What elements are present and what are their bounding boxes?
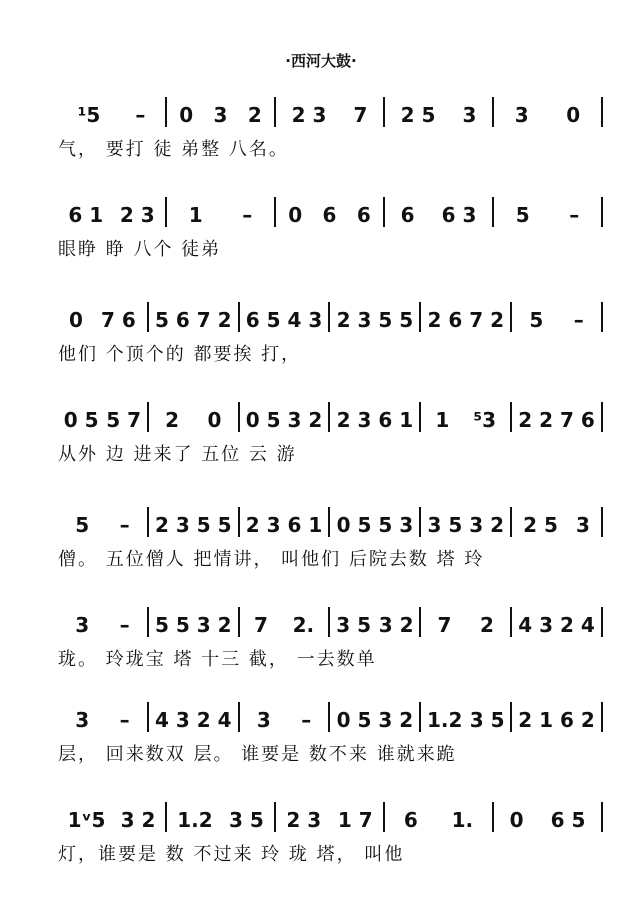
measure [385, 808, 492, 832]
note-group: 4 3 2 4 [518, 613, 595, 637]
note-group: 3 5 [229, 808, 264, 832]
measure [276, 103, 383, 127]
note-group: – [135, 103, 146, 127]
bar-line [601, 702, 603, 732]
music-system [0, 300, 642, 390]
measure [494, 203, 601, 227]
measure [385, 203, 492, 227]
music-system [0, 605, 642, 695]
note-group: 7 [437, 613, 452, 637]
measure [276, 203, 383, 227]
note-group: 0 [179, 103, 194, 127]
notation-line [58, 300, 603, 332]
measure [58, 808, 165, 832]
note-group: 1 [435, 408, 450, 432]
note-group: 3 [514, 103, 529, 127]
measure [330, 513, 419, 537]
measure [276, 808, 383, 832]
notation-line [58, 605, 603, 637]
measure [167, 203, 274, 227]
bar-line [601, 197, 603, 227]
measure [494, 808, 601, 832]
bar-line [601, 402, 603, 432]
note-group: 3 5 3 2 [427, 513, 504, 537]
note-group: 0 5 [63, 408, 99, 432]
note-group: 5 [515, 203, 530, 227]
measure [58, 613, 147, 637]
measure [149, 613, 238, 637]
note-group: 2 3 5 5 [154, 513, 232, 537]
note-group: 6 [356, 203, 371, 227]
note-group: 5 6 7 2 [154, 308, 232, 332]
note-group: 3 5 [336, 613, 372, 637]
measure [58, 103, 165, 127]
note-group: 2 [247, 103, 262, 127]
note-group: 1.2 [177, 808, 213, 832]
song-title: ·西河大鼓· [285, 52, 357, 70]
note-group: 6 5 [550, 808, 586, 832]
note-group: 6 5 4 3 [245, 308, 323, 332]
lyrics-line: 层， 回来数双 层。 谁要是 数不来 谁就来跪 [58, 744, 457, 765]
note-group: 5 5 3 2 [154, 613, 232, 637]
measure [494, 103, 601, 127]
measure [58, 513, 147, 537]
note-group: 1. [451, 808, 474, 832]
lyrics-line: 珑。 玲珑宝 塔 十三 截， 一去数单 [58, 649, 377, 670]
note-group: 5 [529, 308, 544, 332]
bar-line [601, 802, 603, 832]
note-group: 0 [207, 408, 222, 432]
note-group: 2 3 6 1 [245, 513, 323, 537]
bar-line [601, 97, 603, 127]
measure [421, 708, 510, 732]
note-group: 0 5 3 2 [336, 708, 414, 732]
note-group: 3 [576, 513, 590, 537]
note-group: 2. [292, 613, 315, 637]
note-group: 3 [213, 103, 228, 127]
note-group: 1 7 [337, 808, 373, 832]
measure [330, 613, 419, 637]
note-group: 6 [322, 203, 337, 227]
measure [58, 708, 147, 732]
measure [330, 708, 419, 732]
lyrics-line: 灯，谁要是 数 不过来 玲 珑 塔， 叫他 [58, 844, 405, 865]
note-group: 5 7 [106, 408, 141, 432]
note-group: 2 3 [119, 203, 155, 227]
measure [149, 513, 238, 537]
measure [421, 613, 510, 637]
note-group: 3 [75, 708, 90, 732]
measure [58, 203, 165, 227]
measure [58, 408, 147, 432]
music-system [0, 800, 642, 890]
measure [330, 408, 419, 432]
measure [240, 308, 329, 332]
lyrics-line: 眼睁 睁 八个 徒弟 [58, 239, 222, 260]
measure [240, 708, 329, 732]
note-group: 2 2 7 6 [518, 408, 595, 432]
notation-line [58, 800, 603, 832]
note-group: 2 [165, 408, 179, 432]
measure [421, 308, 510, 332]
note-group: – [573, 308, 584, 332]
note-group: 3 2 [378, 613, 414, 637]
note-group: – [242, 203, 253, 227]
note-group: 0 [69, 308, 83, 332]
measure [512, 708, 601, 732]
note-group: 0 5 5 3 [336, 513, 414, 537]
measure [512, 613, 601, 637]
note-group: ¹5 [77, 103, 101, 127]
note-group: 6 [403, 808, 418, 832]
measure [149, 408, 238, 432]
measure [421, 408, 510, 432]
notation-line [58, 400, 603, 432]
measure [240, 408, 329, 432]
lyrics-line: 他们 个顶个的 都要挨 打， [58, 344, 302, 365]
measure [149, 308, 238, 332]
note-group: 0 5 3 2 [245, 408, 323, 432]
music-system [0, 95, 642, 185]
lyrics-line: 从外 边 进来了 五位 云 游 [58, 444, 297, 465]
note-group: 1.2 [426, 708, 463, 732]
notation-line [58, 505, 603, 537]
bar-line [601, 607, 603, 637]
measure [512, 408, 601, 432]
measure [149, 708, 238, 732]
note-group: 6 [400, 203, 415, 227]
lyrics-line: 僧。 五位僧人 把情讲， 叫他们 后院去数 塔 玲 [58, 549, 485, 570]
note-group: 3 2 [120, 808, 156, 832]
note-group: 2 5 [523, 513, 558, 537]
note-group: 3 5 [469, 708, 505, 732]
bar-line [601, 302, 603, 332]
music-system [0, 400, 642, 490]
note-group: – [119, 613, 130, 637]
notation-line [58, 95, 603, 127]
note-group: – [301, 708, 312, 732]
music-system [0, 505, 642, 595]
note-group: – [119, 513, 130, 537]
note-group: 2 3 [286, 808, 322, 832]
measure [385, 103, 492, 127]
note-group: – [119, 708, 130, 732]
measure [58, 308, 147, 332]
note-group: 6 1 [68, 203, 104, 227]
note-group: 3 [256, 708, 271, 732]
measure [512, 513, 601, 537]
note-group: 2 1 6 2 [518, 708, 595, 732]
note-group: 2 5 [400, 103, 436, 127]
measure [167, 808, 274, 832]
note-group: 2 3 5 5 [336, 308, 414, 332]
notation-line [58, 195, 603, 227]
note-group: 5 [75, 513, 90, 537]
notation-line [58, 700, 603, 732]
bar-line [601, 507, 603, 537]
measure [330, 308, 419, 332]
measure [421, 513, 510, 537]
note-group: 2 3 [291, 103, 327, 127]
note-group: 0 [288, 203, 303, 227]
note-group: 2 3 6 1 [336, 408, 414, 432]
note-group: 0 [509, 808, 524, 832]
note-group: – [569, 203, 580, 227]
measure [512, 308, 601, 332]
music-system [0, 700, 642, 790]
note-group: 7 [353, 103, 368, 127]
note-group: 6 3 [441, 203, 477, 227]
note-group: 3 [75, 613, 90, 637]
note-group: ⁵3 [473, 408, 497, 432]
note-group: 7 [254, 613, 268, 637]
note-group: 4 3 2 4 [154, 708, 232, 732]
measure [240, 613, 329, 637]
measure [167, 103, 274, 127]
note-group: 7 6 [100, 308, 136, 332]
measure [240, 513, 329, 537]
note-group: 2 6 7 2 [427, 308, 504, 332]
lyrics-line: 气， 要打 徒 弟整 八名。 [58, 139, 289, 160]
music-system [0, 195, 642, 285]
note-group: 3 [462, 103, 477, 127]
note-group: 1 [188, 203, 203, 227]
note-group: 1ᵛ5 [67, 808, 106, 832]
note-group: 0 [566, 103, 581, 127]
note-group: 2 [479, 613, 494, 637]
